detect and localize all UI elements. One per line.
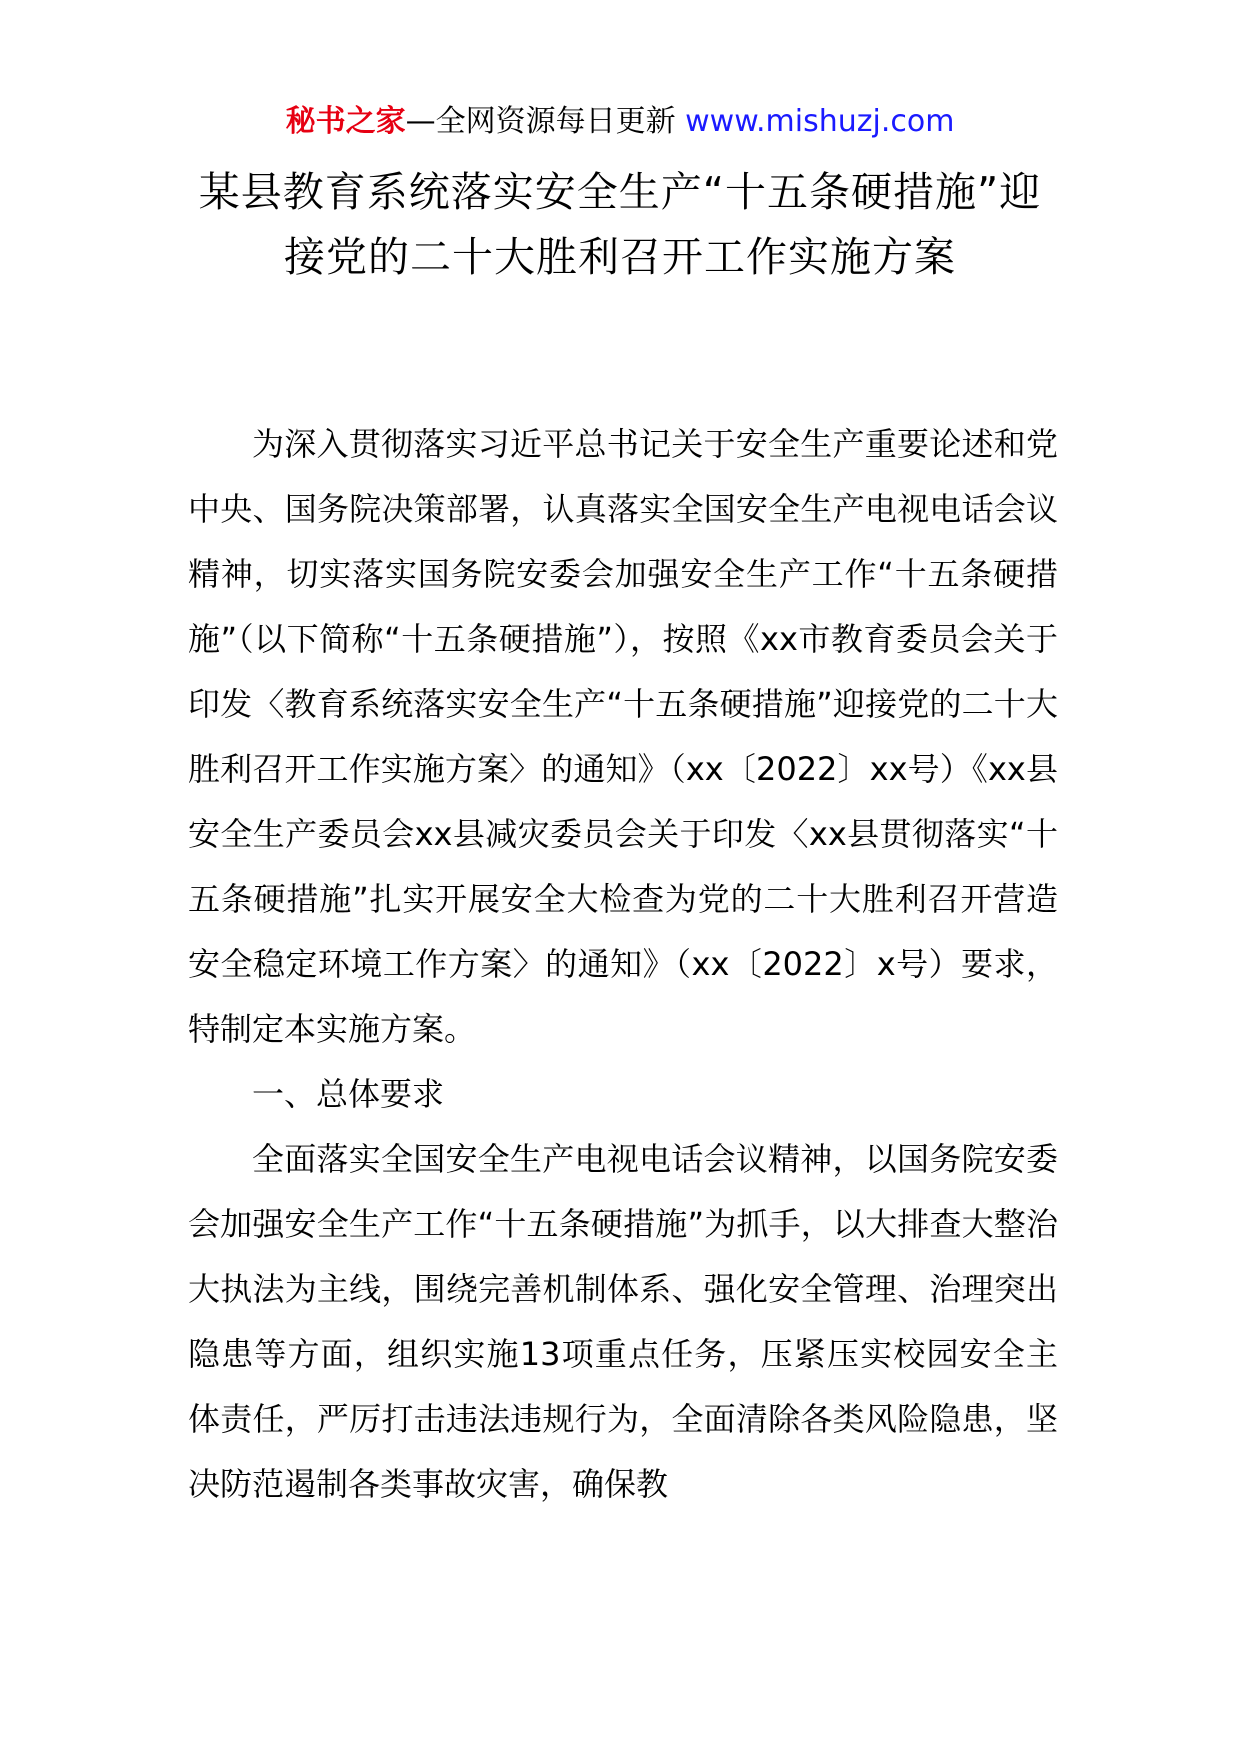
- site-header: [0, 102, 1240, 142]
- section-heading: 一、总体要求: [252, 1075, 445, 1113]
- site-brand[interactable]: 秘书之家: [285, 104, 406, 139]
- document-title: 某县教育系统落实安全生产“十五条硬措施”迎接党的二十大胜利召开工作实施方案: [198, 168, 1042, 281]
- site-url-link[interactable]: www.mishuzj.com: [685, 104, 955, 139]
- site-tagline: —全网资源每日更新: [405, 104, 686, 139]
- intro-paragraph: 为深入贯彻落实习近平总书记关于安全生产重要论述和党中央、国务院决策部署，认真落实全国安全生产电视电话会议精神，切实落实国务院安委会加强安全生产工作“十五条硬措施”（以下简称“十五条硬措施”），按照《xx市教育委员会关于印发〈教育系统落实安全生产“十五条硬措施”迎接党的二十大胜利召开工作实施方案〉的通知》（xx〔2022〕xx号）《xx县安全生产委员会xx县减灾委员会关于印发〈xx县贯彻落实“十五条硬措施”扎实开展安全大检查为党的二十大胜利召开营造安全稳定环境工作方案〉的通知》（xx〔2022〕x号）要求，特制定本实施方案。: [188, 425, 1058, 1048]
- requirements-paragraph: 全面落实全国安全生产电视电话会议精神，以国务院安委会加强安全生产工作“十五条硬措施”为抓手，以大排查大整治大执法为主线，围绕完善机制体系、强化安全管理、治理突出隐患等方面，组织实施13项重点任务，压紧压实校园安全主体责任，严厉打击违法违规行为，全面清除各类风险隐患，坚决防范遏制各类事故灾害，确保教: [188, 1140, 1058, 1503]
- document-body: [188, 412, 1058, 1517]
